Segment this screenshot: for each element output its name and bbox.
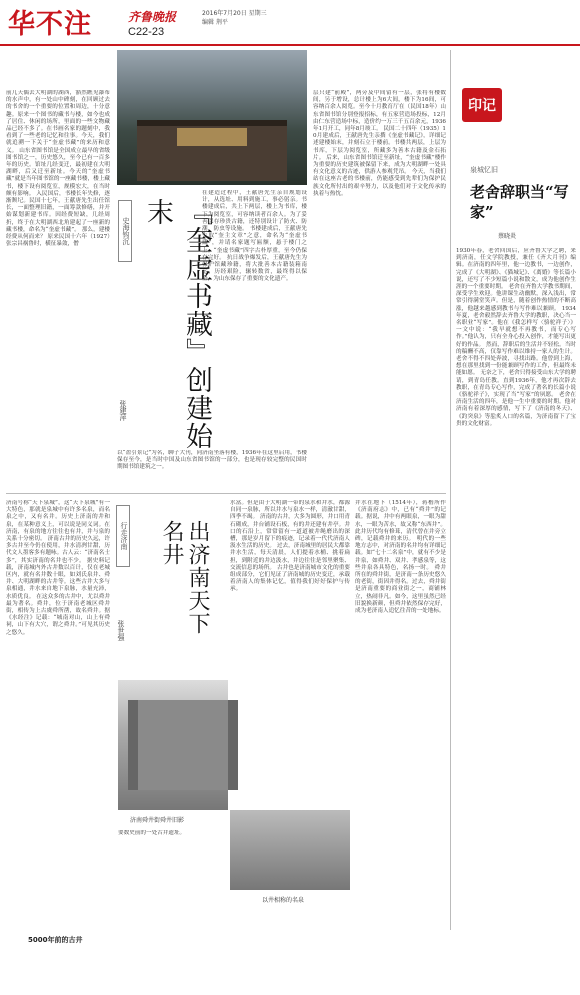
article3-column-tag: 泉城忆旧 (470, 166, 498, 174)
article1-column-tag: 史海钩沉 (118, 200, 132, 262)
page-code: C22-23 (128, 26, 165, 38)
article3-stamp (462, 88, 502, 122)
article2-photo-caption: 济南舜井街舜井旧影 (130, 817, 185, 824)
plaque (177, 128, 247, 146)
article3-text: 1930年春，老舍回国后，应齐鲁大学之聘，来到济南，任文学院教授，兼任《齐大月刊》编辑。在济南的四年里，他一边教书，一边创作，完成了《大明湖》、《猫城记》、《离婚》等长篇小说，还写了不少短篇小说和散文，成为他创作生涯的一个重要时期。 老舍在齐鲁大学教书期间，深受学生欢迎。他讲课生动幽默，深入浅出，常常引得满堂笑声。但是，随着创作热情的不断高涨，他越来越感到教书与写作难以兼顾。 1934年夏，老舍毅然辞去齐鲁大学的教职，决心当一名职业“写家”。他在《我怎样写〈骆驼祥子〉》一文中说：“我早就想不再教书，而专心写作。”他认为，只有全身心投入创作，才能写出更好的作品。 然而，辞职后的生活并不轻松。当时的稿酬不高，仅靠写作难以维持一家人的生计。老舍不得不四处奔波，寻找出路。他曾到上海，想在那里找到一份能兼顾写作的工作，但最终未能如愿。 无奈之下，老舍只得接受山东大学的聘请，到青岛任教。直到1936年，他才再次辞去教职，在青岛专心写作，完成了著名的长篇小说《骆驼祥子》，实现了当“写家”的夙愿。 老舍在济南生活的四年，是他一生中重要的时期。他对济南有着深厚的感情，写下了《济南的冬天》、《趵突泉》等脍炙人口的名篇，为济南留下了宝贵的文化财富。 (456, 248, 576, 427)
article2-text-left: 济南号称“天下泉城”，这“天下泉城”有一大特色，那就是泉城中有许多名泉，而名泉之中，又有名井。历史上济南的井和泉，在某种意义上，可以说是同义词。在济南，有泉的地方往往也有井，井与泉的关系十分密切。 济南古井的历史久远，许多古井至今仍在使用，井水清冽甘甜，历代文人墨客多有题咏。古人云：“济南名士多”，其实济南的名井也不少。 据史料记载，济南城内外古井数以百计，仅在老城区内，就有名井数十眼，如刘氏泉井、舜井、大明湖畔的古井等。这些古井大多与泉相通，井水来自地下泉脉，水量充沛，水质优良。 在这众多的古井中，尤以舜井最为著名。舜井，位于济南老城区舜井街，相传为上古虞舜所凿，故名舜井。据《水经注》记载：“城南对山，山上有舜祠，山下有大穴，谓之舜井。”可见其历史之悠久。 (6, 500, 110, 636)
article2-text-mid: 水富。但是由于大明湖一带的泉水和井水，都源自同一泉脉，所以井水与泉水一样，清澈甘甜，四季不竭。 济南的古井，大多为圆形，井口用青石砌成，井台铺设石板，有的井还建有井亭。井口的石沿上，常常留有一道道被井绳磨出的深槽，那是岁月留下的痕迹，记录着一代代济南人汲水生活的历史。 过去，济南城里的居民大都靠井水生活，每天清晨，人们提着水桶、挑着扁担，到附近的井边汲水，井边往往是邻里聚集、交流信息的场所。 古井也是济南城市文化的重要组成部分，它们见证了济南城的历史变迁，承载着济南人的集体记忆，值得我们好好保护与传承。 (230, 500, 350, 593)
article2-photo (118, 680, 228, 810)
article1-photo (117, 50, 307, 185)
article2-text-bottom: 要数史前的一处古井遗址。 (118, 830, 186, 836)
column-divider (450, 50, 451, 930)
street-buildings (128, 700, 238, 790)
article2-column-tag: 行走济南 (116, 505, 130, 567)
article1-author: 张建萍 (119, 400, 127, 421)
article1-text-mid: 在建造过程中，王献唐先生亲自规划设计，从选址、用料到施工，事必躬亲。书楼建成后，共上下两层，楼上为书库，楼下为阅览室，可容纳读者百余人。为了妥善保存珍贵古籍，还特别设计了防火、防潮、防虫等设施。 书楼建成后，王献唐先生取“奎主文章”之意，命名为“奎虚书藏”，并请名家题写匾额，悬于楼门之上。“奎虚书藏”四字古朴厚重，至今仍保存完好。 抗日战争爆发后，王献唐先生为保护馆藏珍籍，将大批善本古籍装箱南运，历经艰险，辗转数省，最终得以保全，为山东保存了重要的文化遗产。 (202, 190, 307, 283)
issue-date: 2016年7月20日 星期三 (202, 10, 267, 17)
article2-title: 出济南天下名井 (159, 520, 210, 635)
stamp-label: 印记 (468, 98, 496, 114)
article2-author: 张世强 (117, 620, 125, 641)
article1-text-left: 前几天偶去大明湖的湖西，豁然瞧见瀑布的水声中，有一处山中碑刻，在回顾过去的书舍的一个重要的位置和周边，十分意趣。原来一个图书的藏书与楼，如今也成了居住、休闲的场所，里面的一些文物藏品已经不多了。在书画名家的题刻中，我看到了一些老的记忆和往事。今天，我们就追溯一下关于“奎虚书藏”的来历和意义。 山东省图书馆是全国成立最早的省级图书馆之一，历史悠久，至今已有一百多年的历史。馆址几经变迁，最初建在大明湖畔，后又迁至新址。今天的“奎虚书藏”就是当年图书馆的一座藏书楼，楼上藏书，楼下设有阅览室，规模宏大，在当时颇有影响。 入民国后，书楼长年失修，逐渐颓圮。民国十七年，王献唐先生出任馆长，一面整理旧籍，一面筹款修缮，并开始谋划新建书库。因经费短缺，几经周折，终于在大明湖西北角建起了一座新的藏书楼，命名为“奎虚书藏”。 那么，建楼经费从何而来？ 原来民国十六年（1927）张宗昌祸鲁时，横征暴敛，僧 (6, 90, 110, 248)
article2-subtitle: 5000年前的古井 (28, 936, 83, 944)
article3-author: 蔡晓炎 (498, 233, 517, 240)
article2-photo2 (230, 810, 350, 890)
article1-photo-caption: 以“盈引景记”为名，聊子大刊，同济南坐落有楼，1936年在这里启用，书楼保存至今，是当时中国及山东省图书馆的一部分，也是现存较完整的民国时期图书馆建筑之一。 (117, 450, 307, 471)
article2-text-right: 井水在地下（1514年），蒋楷所作《济南府志》中，已有“舜井”的记载。据说，井中有两眼泉，一眼为甜水，一眼为苦水，故又称“东西井”。此井历代均有修葺，清代曾在井旁立碑，记载舜井的来历。 明代的一些地方志中，对济南的名井均有详细记载。如“七十二名泉”中，就有不少是井泉，如舜井、双井、孝感泉等，这些井泉各具特色，名扬一时。 舜井所在的舜井街，是济南一条历史悠久的老街，街因井得名。过去，舜井街是济南重要的商业街之一，商铺林立，热闹非凡。如今，这里虽然已经旧貌换新颜，但舜井依然保存完好，成为老济南人追忆往昔的一处地标。 (355, 500, 446, 615)
article1-title: 『奎虚书藏』创建始末 (142, 198, 212, 450)
article2-photo2-caption: 以井相称的名泉 (262, 897, 305, 904)
editor-credit: 编辑 荆平 (202, 19, 228, 26)
article1-divider (6, 493, 446, 494)
brand-title: 华不注 (8, 9, 92, 40)
masthead (0, 0, 580, 42)
masthead-divider (0, 44, 580, 46)
paper-name: 齐鲁晚报 (128, 10, 177, 24)
article1-text-right: 层只建“前殿”，两旁及中间留有一层，张将有楼数间，另于增设，总计楼上为6大间，楼下为16间，可容纳百余人阅览。至今十月教育厅在（民国18年）山东省图书馆分别登报招标，有五家营造场投标，12月由仁东营造场中标，造价约一万三千五百余元，1936年1月开工，同年8月竣工。 民国二十四年（1935）10月建成后，王献唐先生亲撰《奎虚书藏记》，详细记述建楼始末，并刻石立于楼前。书楼共两层，上层为书库，下层为阅览室，所藏多为善本古籍及金石拓片。 后来，山东省图书馆迁至新址，“奎虚书藏”楼作为重要的历史建筑被保留下来，成为大明湖畔一处具有文化意义的古迹，供游人参观凭吊。 今天，当我们站在这座古老的书楼前，仍能感受到先辈们为保护民族文化所付出的艰辛努力，以及他们对于文化传承的执着与热忱。 (313, 90, 446, 197)
article3-title: 老舍辞职当“写家” (470, 183, 569, 221)
